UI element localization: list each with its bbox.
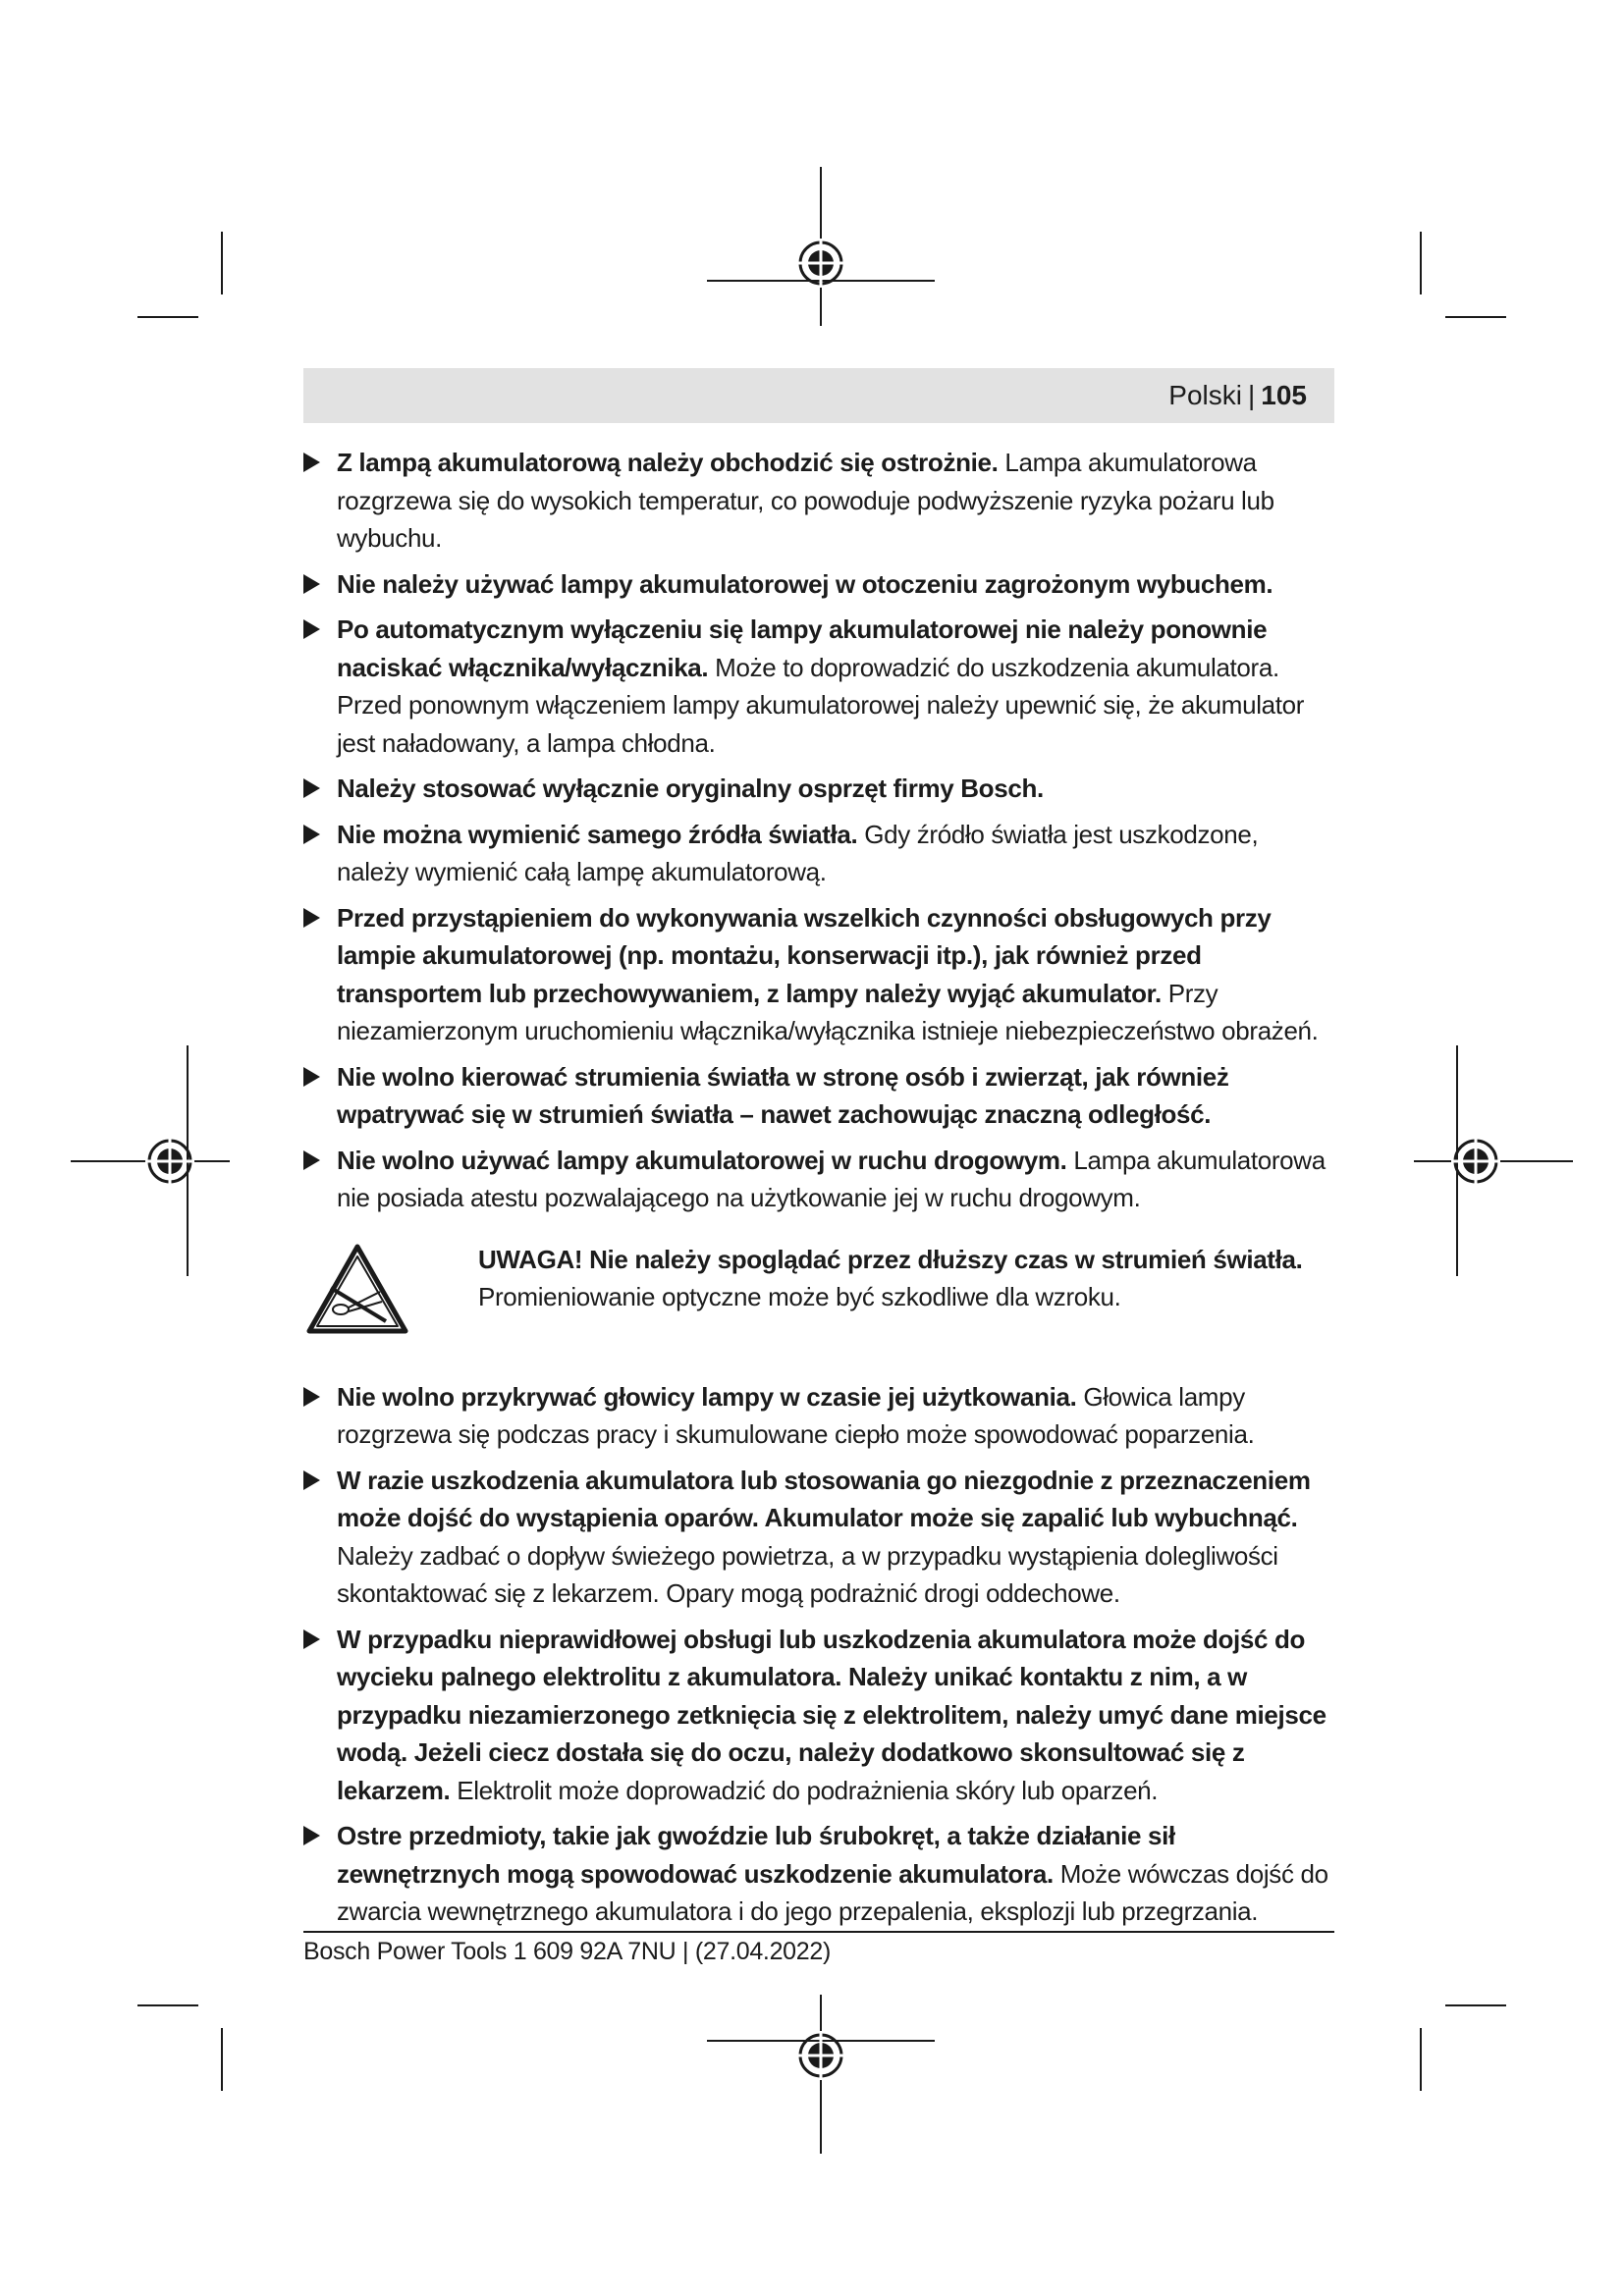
safety-item-bold-text: Przed przystąpieniem do wykonywania wszelkich czynności obsługowych przy lampie akumulatorowej (np. montażu, konserwacji itp.), jak również przed transportem lub przechowywaniem, z lampy należy wyjąć akumulator. [337,902,1272,1008]
warning-text: Promieniowanie optyczne może być szkodliwe dla wzroku. [478,1282,1121,1311]
registration-target-left-icon [145,1137,194,1186]
safety-item [303,565,1334,604]
safety-item-text: Gdy źródło światła jest uszkodzone, należy wymienić całą lampę akumulatorową. [337,819,1259,886]
safety-item [303,611,1334,762]
registration-target-bottom-icon [796,2031,845,2080]
safety-item-bold-text: Z lampą akumulatorową należy obchodzić się ostrożnie. [337,448,999,477]
header-language: Polski [1168,380,1242,410]
safety-item [303,1621,1334,1810]
safety-item [303,816,1334,891]
safety-item-bold-text: Nie wolno używać lampy akumulatorowej w ruchu drogowym. [337,1145,1067,1175]
safety-item-bold-text: Należy stosować wyłącznie oryginalny osprzęt firmy Bosch. [337,774,1044,803]
bullet-arrow-icon [303,1629,320,1649]
warning-bold-text: UWAGA! Nie należy spoglądać przez dłuższy czas w strumień światła. [478,1244,1303,1274]
bullet-arrow-icon [303,778,320,798]
safety-item-text: Lampa akumulatorowa nie posiada atestu pozwalającego na użytkowanie jej w ruchu drogowym. [337,1145,1326,1212]
bullet-arrow-icon [303,619,320,639]
bullet-arrow-icon [303,1150,320,1170]
crop-mark-bottom-left-vertical [221,2028,223,2091]
safety-item [303,899,1334,1050]
safety-item-text: Lampa akumulatorowa rozgrzewa się do wysokich temperatur, co powoduje podwyższenie ryzyka pożaru lub wybuchu. [337,448,1274,553]
footer-rule [303,1931,1334,1933]
safety-item-bold-text: Nie wolno kierować strumienia światła w stronę osób i zwierząt, jak również wpatrywać się w strumień światła – nawet zachowując znaczną odległość. [337,1061,1229,1129]
safety-instructions [303,444,1334,1939]
page-header [303,368,1334,423]
crop-mark-top-right-horizontal [1445,316,1506,318]
safety-item-bold-text: Po automatycznym wyłączeniu się lampy akumulatorowej nie należy ponownie naciskać włącznika/wyłącznika. [337,614,1268,682]
crop-mark-top-right-vertical [1420,232,1422,294]
crop-mark-bottom-left-horizontal [137,2004,198,2006]
safety-item [303,1378,1334,1454]
bullet-arrow-icon [303,1826,320,1845]
crop-mark-top-left-horizontal [137,316,198,318]
crop-mark-bottom-right-horizontal [1445,2004,1506,2006]
page-footer: Bosch Power Tools 1 609 92A 7NU | (27.04.2022) [303,1938,832,1965]
safety-list-after-warning [303,1378,1334,1931]
safety-item [303,1462,1334,1613]
safety-item [303,1817,1334,1931]
safety-item [303,444,1334,558]
do-not-stare-into-light-icon [303,1241,411,1339]
bullet-arrow-icon [303,1067,320,1087]
bullet-arrow-icon [303,1470,320,1490]
warning-block [303,1241,1334,1349]
safety-item-text: Elektrolit może doprowadzić do podrażnienia skóry lub oparzeń. [450,1775,1159,1805]
safety-item-text: Przy niezamierzonym uruchomieniu włącznika/wyłącznika istnieje niebezpieczeństwo obrażeń. [337,978,1319,1045]
safety-item-text: Należy zadbać o dopływ świeżego powietrza, a w przypadku wystąpienia dolegliwości skontaktować się z lekarzem. Opary mogą podrażnić drogi oddechowe. [337,1540,1278,1608]
page-number: 105 [1261,380,1307,410]
safety-item-bold-text: Nie można wymienić samego źródła światła. [337,819,858,849]
safety-item-text: Może wówczas dojść do zwarcia wewnętrznego akumulatora i do jego przepalenia, eksplozji lub przegrzania. [337,1858,1328,1926]
registration-target-right-icon [1451,1137,1500,1186]
header-separator: | [1248,380,1256,410]
safety-item-text: Może to doprowadzić do uszkodzenia akumulatora. Przed ponownym włączeniem lampy akumulatorowej należy upewnić się, że akumulator jest naładowany, a lampa chłodna. [337,652,1305,758]
safety-item-bold-text: Nie wolno przykrywać głowicy lampy w czasie jej użytkowania. [337,1381,1077,1412]
bullet-arrow-icon [303,908,320,928]
safety-item [303,770,1334,808]
crop-mark-top-left-vertical [221,232,223,294]
safety-item [303,1058,1334,1134]
safety-list-before-warning [303,444,1334,1217]
safety-item-bold-text: W razie uszkodzenia akumulatora lub stosowania go niezgodnie z przeznaczeniem może dojść do wystąpienia oparów. Akumulator może się zapalić lub wybuchnąć. [337,1465,1311,1532]
safety-item [303,1142,1334,1217]
safety-item-bold-text: Ostre przedmioty, takie jak gwoździe lub śrubokręt, a także działanie sił zewnętrznych mogą spowodować uszkodzenie akumulatora. [337,1821,1175,1889]
registration-target-top-icon [796,239,845,288]
bullet-arrow-icon [303,453,320,472]
bullet-arrow-icon [303,1387,320,1407]
safety-item-bold-text: Nie należy używać lampy akumulatorowej w otoczeniu zagrożonym wybuchem. [337,568,1273,599]
bullet-arrow-icon [303,825,320,844]
crop-mark-bottom-right-vertical [1420,2028,1422,2091]
safety-item-text: Głowica lampy rozgrzewa się podczas pracy i skumulowane ciepło może spowodować poparzenia. [337,1381,1255,1449]
bullet-arrow-icon [303,574,320,594]
safety-item-bold-text: W przypadku nieprawidłowej obsługi lub uszkodzenia akumulatora może dojść do wycieku palnego elektrolitu z akumulatora. Należy unikać kontaktu z nim, a w przypadku niezamierzonego zetknięcia się z elektrolitem, należy umyć dane miejsce wodą. Jeżeli ciecz dostała się do oczu, należy dodatkowo skonsultować się z lekarzem. [337,1624,1326,1805]
